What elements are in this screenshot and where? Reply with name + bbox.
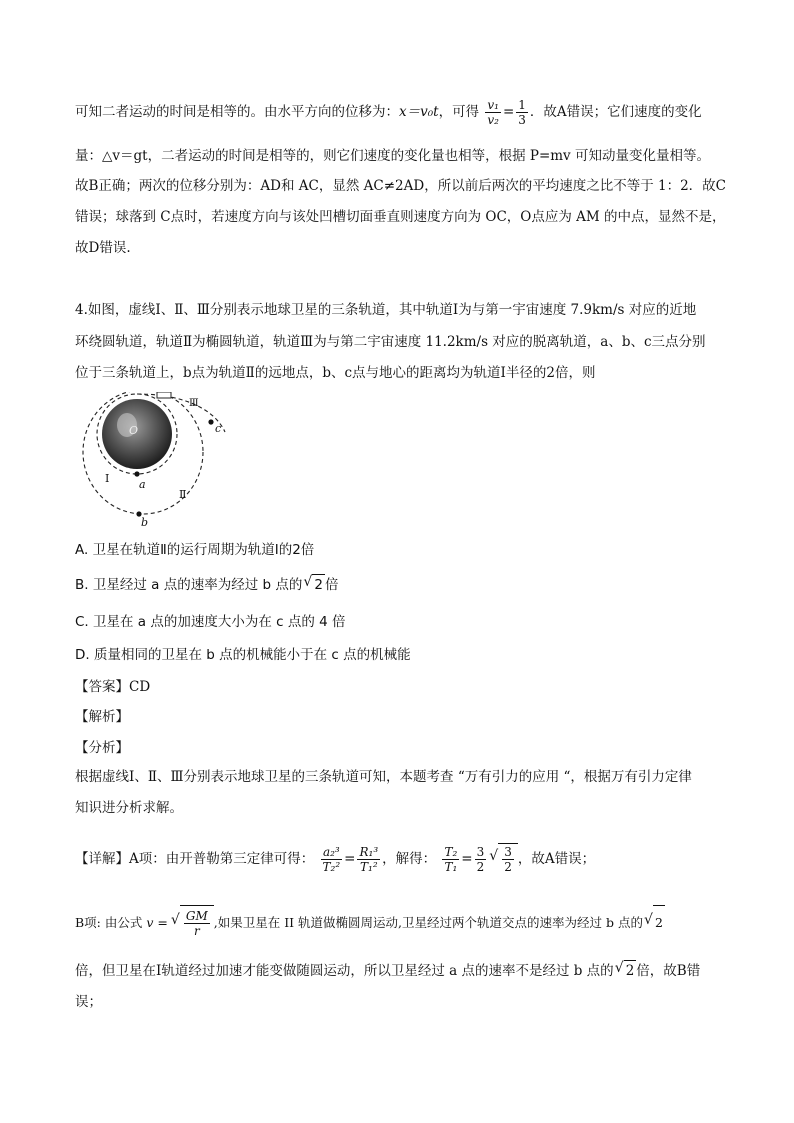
fraction-denominator: v₂ [487,113,499,127]
detail-A-text: 【详解】A项：由开普勒第三定律可得： [75,851,315,867]
fraction-R1-T1 [357,845,380,874]
label-a: a [139,478,146,491]
option-B-text: B. 卫星经过 a 点的速率为经过 b 点的 [75,577,303,593]
fraction-denominator: T₂² [322,860,341,874]
para1-line1 [75,98,702,127]
option-C: C. 卫星在 a 点的加速度大小为在 c 点的 4 倍 [75,614,346,630]
question4-line1: 4.如图，虚线Ⅰ、Ⅱ、Ⅲ分别表示地球卫星的三条轨道，其中轨道Ⅰ为与第一宇宙速度 7.9km/s 对应的近地 [75,302,697,318]
equals-sign: = [344,851,356,867]
fraction-denominator: 2 [504,860,512,874]
fenxi-line1: 根据虚线Ⅰ、Ⅱ、Ⅲ分别表示地球卫星的三条轨道可知，本题考查 “万有引力的应用 “，根据万有引力定律 [75,769,692,785]
equals-sign: = [502,104,515,120]
sqrt-2-b [653,905,665,940]
sqrt-radicand: 2 [654,915,663,930]
text-segment: ．故A错误；它们速度的变化 [529,104,702,120]
sqrt-2-b2 [624,960,637,981]
label-III: Ⅲ [189,398,199,409]
fraction-numerator: 3 [476,845,485,859]
sqrt-radicand: 2 [314,577,323,593]
label-O: O [129,424,139,437]
detail-A [75,843,595,874]
fenxi-label: 【分析】 [75,740,129,756]
point-a [134,471,139,476]
sqrt-2 [312,574,325,595]
fraction-numerator: R₁³ [359,845,379,859]
label-b: b [141,516,149,529]
sqrt-radicand: 2 [625,963,635,979]
fraction-numerator: 1 [518,98,526,112]
fraction-numerator: √ 3 [504,845,512,859]
text-segment: 可知二者运动的时间是相等的。由水平方向的位移为： [75,104,399,120]
detail-A-text-end: ，故A错误； [517,851,596,867]
option-B-text-end: 倍 [324,577,339,593]
fraction-sqrt-3-2 [502,845,514,874]
fenxi-line2: 知识进分析求解。 [75,800,183,816]
answer-label: 【答案】CD [75,679,151,695]
fraction-v1-v2 [485,98,501,127]
detail-B-text: B项: 由公式 [75,915,143,930]
fraction-3-2 [475,845,487,874]
formula-x: x＝v₀t [399,104,439,120]
fraction-denominator: 3 [518,113,526,127]
detail-B2-text: 倍，但卫星在Ⅰ轨道经过加速才能变做随圆运动，所以卫星经过 a 点的速率不是经过 b 点的 [75,963,614,979]
detail-A-text-mid: ，解得： [382,851,437,867]
orbit-diagram [75,392,255,530]
para1-line4: 错误；球落到 C点时，若速度方向与该处凹槽切面垂直则速度方向为 OC，O点应为 AM 的中点，显然不是， [75,209,726,225]
fraction-GM-r [184,909,210,938]
option-B [75,574,338,595]
detail-B-line2 [75,960,700,981]
fraction-denominator: 2 [476,860,485,874]
fraction-a2-T2 [321,845,343,874]
fraction-numerator: T₂ [444,845,458,859]
fraction-denominator: r [193,924,200,938]
para1-line2: 量：△v＝gt，二者运动的时间是相等的，则它们速度的变化量也相等，根据 P=mv 可知动量变化量相等。 [75,148,710,164]
equals-sign: = [461,851,473,867]
fraction-T2-T1 [442,845,459,874]
detail-B2-text-end: 倍，故B错 [636,963,701,979]
para1-line5: 故D错误. [75,240,131,256]
detail-B-text-mid: ,如果卫星在 II 轨道做椭圆周运动,卫星经过两个轨道交点的速率为经过 b 点的 [213,915,643,930]
fraction-numerator: v₁ [487,98,499,112]
label-II: Ⅱ [179,488,187,501]
fraction-denominator: T₁² [360,860,378,874]
option-D: D. 质量相同的卫星在 b 点的机械能小于在 c 点的机械能 [75,647,411,663]
detail-B-line1 [75,905,665,940]
fraction-denominator: T₁ [444,860,458,874]
option-A: A. 卫星在轨道Ⅱ的运行周期为轨道Ⅰ的2倍 [75,542,315,558]
point-c [208,419,213,424]
label-c: c [215,422,222,435]
detail-B-line3: 误； [75,994,102,1010]
label-I: Ⅰ [105,472,110,485]
formula-v: v = [146,915,168,930]
fraction-1-3 [516,98,528,127]
question4-line3: 位于三条轨道上，b点为轨道Ⅱ的远地点，b、c点与地心的距离均为轨道Ⅰ半径的2倍，则 [75,365,596,381]
fraction-numerator: a₂³ [321,845,343,860]
analysis-label: 【解析】 [75,709,129,725]
sqrt-3-2 [498,843,518,874]
para1-line3: 故B正确；两次的位移分别为：AD和 AC，显然 AC≠2AD，所以前后两次的平均速度之比不等于 1：2．故C [75,178,727,194]
sqrt-GM-r [180,905,214,940]
question4-line2: 环绕圆轨道，轨道Ⅱ为椭圆轨道，轨道Ⅲ为与第二宇宙速度 11.2km/s 对应的脱离轨道，a、b、c三点分别 [75,334,706,350]
text-segment: ，可得 [438,104,480,120]
satellite-icon [157,392,171,398]
fraction-numerator: √ GM [185,909,208,923]
